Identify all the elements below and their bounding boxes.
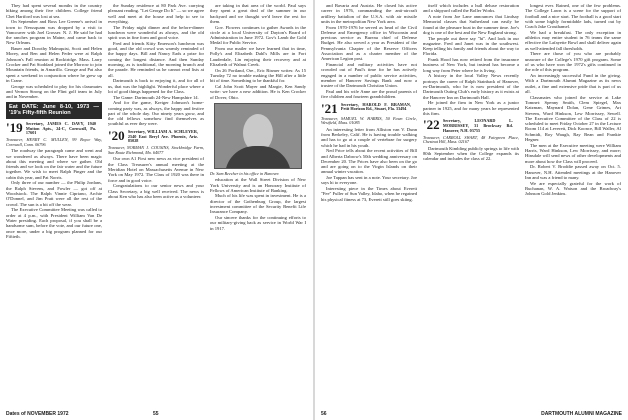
paragraph: There are those of you who are probably unaware of the College's 1970 gift program. Some of us who have won the 1972's gifts continued in the role of this program.	[525, 51, 621, 73]
portrait-shoulders	[225, 146, 291, 169]
paragraph: Frank Hood has now retired from the insurance business of New York, but instead has become a long way from Peter where he is living.	[423, 57, 519, 73]
class-heading-20	[108, 127, 204, 144]
paragraph: An increasingly successful Fund in the giving. With a Dartmouth Alumni Magazine as its news outlet, a fine and extensive pride that is part of us all.	[525, 73, 621, 94]
class-number: '21	[321, 100, 338, 116]
paragraph: longest ever. Rained, one of the few problems. The College Lawn is a scene for the support of football and a nice start. The football is a good start with some highly formidable lads, turned out by Coach Jake Crouthamel.	[525, 3, 621, 30]
paragraph: The men at the Executive meeting were William Harris, Ward Hinkson, Lew Morrissey, and more; Hinsdale will send news of other developments and more about how the Class will proceed.	[525, 142, 621, 164]
paragraph: Dartmouth is back to enjoying it, and for all of us, that was the highlight. Wonderful place where a lot of good things happened for the Class.	[108, 78, 204, 94]
right-column-3	[525, 3, 621, 196]
paragraph: the Sunday residence at 80 Park Ave. carrying pleasant reading. "Let George Do It" — so we agree well and meet at the house and help to see to everything.	[108, 3, 204, 24]
class-number: '22	[423, 117, 440, 133]
paragraph: Cal John Scott Mayer and Margie, Ken Sandy write: we have a new addition. He is Ken Crocker of Dover, Ohio.	[210, 84, 306, 100]
paragraph: Paul and his wife Anne are the proud parents of five children and fourteen grandchildren.	[321, 88, 417, 100]
class-number: '19	[6, 119, 23, 135]
paragraph: Only three of our number — the Philip Jordans, the Ralph Stevens, and Fowler — got off at Woodstock. The Ralph Vinnie Cipriano, Archie O'Donnel, and Jim Pratt were all the rest of the crowd. The sun is a bit off the wear.	[6, 180, 102, 207]
paragraph: A history in the local Valley News recently portrays the career of Ralph Stainback of Hanover, ex-Dartmouth, who he is now president of the Dartmouth Outing Club's early history as it exists at the Hanover Inn on Dartmouth Hall.	[423, 73, 519, 100]
left-column-2	[108, 3, 204, 199]
issue-date: Dates of NOVEMBER 1972	[6, 411, 69, 417]
paragraph: On 26 Portland, Ore., Eric Rismer writes: As 15 Tursday 72 no trouble making the Hill after a little bit of time. Something to be thankful for.	[210, 67, 306, 84]
paragraph: Congratulations to our senior news and your Class Secretary, a big well received. The news is about Ken who has also been active as a volunteer.	[108, 183, 204, 199]
left-column-3	[210, 3, 306, 231]
left-page	[0, 0, 313, 420]
paragraph: From 1970-1976 he served as head of the Civil Defense and Emergency office in Wisconsin and previous service as Bureau chief of Defense Budget. He also served a year as President of the Pennsylvania Chapter of the Reserve Officers Association and as a charter member of the American Legion post.	[321, 24, 417, 62]
page-number: 56	[321, 411, 327, 417]
paragraph: And for the game, Kreiger Johnson's home-coming party was, as always, the happy and festive part of the whole day. Our ninety years grow, and the old fellows somehow find themselves as youthful as ever they were.	[108, 100, 204, 127]
paragraph: He joined the firm in New York as a junior partner in 1925, and for many years he represented this firm.	[423, 100, 519, 116]
class-treasurer: Treasurer, NORMAN J. COUSINS, Stockbridge Farm, Sun Route Richmond, Mo. 64077	[108, 145, 204, 156]
class-secretary: Secretary, JAMES C. DAVY, 1940 Mutton Apts., 24-C, Cornwall, Pa. 17601	[25, 120, 96, 136]
paragraph: On September and Ross Lee Greene's arrival in town to Nesssquam was dropped by a visit to Vancouver with Joel Grosser. N. J. He said he had the ranches program in Maine, and came back to New Orleans.	[6, 19, 102, 46]
paragraph: Ned Price tells about the recent activities of Bill and Alberta Dabrow's 50th wedding anniversary on December 20. The Prices have also been on the go and are going on to the Virgin Islands on their annual winter vacation.	[321, 148, 417, 175]
paragraph: An interesting letter from Alliston van V. Dunn from Berkeley, Calif. He is having trouble walking and has to go at a couple of vertebrae for surgery which he had in his youth.	[321, 126, 417, 148]
paragraph: Fred and friends Kitty Emerson's luncheon was good, and the old crowd was warmly reminded of the happy days. Bill and Nancy Eads a prize for coming the longest distance. And then Sunday morning, as is traditional, the morning brunch and the parade. He reminded us he cannot read lists at all.	[108, 40, 204, 78]
class-secretary: Secretary, LEONARD L. MORRISSEY, 31 Brockway Rd. Hanover, N.H. 03755	[442, 118, 513, 133]
paragraph: Financial and military activities have not crowded out of Paul's time for he has actively engaged in a number of public service activities, member of Hanover Savings Bank and now a trustee of the Dartmouth Christian Union.	[321, 62, 417, 89]
portrait-photo	[214, 103, 302, 169]
paragraph: A note from Joe Lane announces that Lindsay Memorial classes that Sutherland can easily be found at the pleasure boat in the summer time. Joe's dog is one of the best and the New England strong.	[423, 13, 519, 35]
paragraph: The Friday night dinner and the before-dinner luncheon were wonderful as always, and the old spirit was in fine form and good voice.	[108, 24, 204, 41]
class-secretary: Secretary, WILLIAM A. SCHLEYER, 2540 East Beryl Ave. Phoenix, Ariz. 85028	[127, 128, 198, 144]
paragraph: Interesting piece in the Times about Everett "Fee" Fuller of Sun Valley, Idaho, when he regained his physical fitness at 73, Everett still goes skiing.	[321, 186, 417, 202]
class-secretary: Secretary, HAROLD F. BRAMAN, Petit Horizon Rd., Stuart, Fla. 33494	[340, 101, 411, 112]
paragraph: The Executive Committee Meeting was called to order at 4 p.m., with President William Van De Water presiding. Each proposal, if you shall be a handsome sum, before the vote, and our future one, once more, under a big program planned for our Fiftieth.	[6, 207, 102, 239]
paragraph: education at the Wall Street Division of New York University and is an Honorary Institute of Fellows of American Institute of Banking.	[210, 177, 306, 193]
photo-caption: Dr. Sam Beecher in his office in Hanover.	[210, 170, 280, 176]
class-treasurer: Treasurer, HENRY C. MULLEN, 99 Boyce Way, Cornwall, Conn. 06796	[6, 137, 102, 147]
paragraph: They had spent several months in the country hiking among their five children. College friend Chet Hartford was lost at sea.	[6, 3, 102, 19]
paragraph: From our mailer we have learned that in time, Polly's and Elizabeth Dahl's Mills are in Fort Lauderdale, Lin enjoying their recovery and at Elizabeth of Walnut Creek.	[210, 46, 306, 68]
paragraph: Much of his life was spent in investment. He is a director of the Gothenburg Group, the largest investment committee of the Security Benefit Life Insurance Company.	[210, 193, 306, 215]
magazine-name: DARTMOUTH ALUMNI MAGAZINE	[541, 411, 622, 417]
paragraph: Bauer and Dorothy Malmquist, Scott and Helen Morey, and Ben and Helen Feder were at Ralph Johnson's Fall reunion at Rocktridge. Mass. Larry Crocker and Pat Stoddard joined the Morrow to join Mountain friends, in Amarillo. George and Pat also spent a weekend in conjunction where he grew up in Crane.	[6, 46, 102, 83]
class-treasurer: Treasurer, SAMUEL W. HARRIS, 50 Fawn Circle, Westfield, Mass. 01085	[321, 115, 417, 126]
left-column-1	[6, 3, 102, 239]
paragraph: The Game: Dartmouth 24-New Hampshire 14.	[113, 94, 199, 100]
paragraph: are taking in that area of the world. Paul says they spent a great deal of the summer in our backyard and we thought we'd leave the rest for them.	[210, 3, 306, 24]
paragraph: We are especially grateful for the work of Buchanan, W. A. Watson and the Broadway's Johnson Gold Jenkins.	[525, 180, 621, 197]
paragraph: Dr. Robert V. Broddie passed away on Oct. 5. Hanover, N.H. Attended meetings at the Hanover Inn and was a friend to many.	[525, 164, 621, 180]
paragraph: Dartmouth Kimbling publicly springs to life with 80th September when the College expands its calendar and includes the class of 22.	[423, 145, 519, 162]
paragraph: We had a breakfast. The only exception in athletics may entire student in 76 teams the same effective the Lafayette Bowl and shall deliver again as well-attended fall thresholds.	[525, 29, 621, 51]
paragraph: itself which includes a hull deluxe restoration and a shipyard called the Boller Works.	[423, 3, 519, 14]
paragraph: Gov. Flowers continues to gather Awards in the circle at a local University of Dayton's Board of Administration in June 1972. Gov's Lamb the Gold Medal for Public Service.	[210, 24, 306, 46]
paragraph: Our own A1 First new news as vice president of the Class Treasurer's annual meeting at the Meridian Hotel on Massachusetts Avenue in New York on May 1972. The Class of 1920 was there in force and in good voice.	[108, 156, 204, 183]
paragraph: The roadway the paragraph came and went and we wondered as always. There have been magic about this meeting and where we gather. Old friends and we look on the fair water and the future together. We wish to meet Ralph Pinger and the cabin this year, and Pat Norris.	[6, 148, 102, 180]
paragraph: The people out there say "hi". And look in our magazine. Fred and Janet was in the southwest. Keep telling his family and friends about the way to Florida.	[423, 35, 519, 57]
right-column-1	[321, 3, 417, 202]
paragraph: Our sincere thanks for the continuing efforts to our military-giving back as service in World War I in 1917.	[210, 215, 306, 231]
class-number: '20	[108, 127, 125, 143]
class-heading-19	[6, 119, 102, 136]
paragraph: and Bavaria and Austria. He closed his active career in 1976, commanding the anti-aircraft artillery battalion of the U.S.A. with air missile units in the metropolitan New York area.	[321, 3, 417, 24]
right-page	[315, 0, 628, 420]
class-heading-22	[423, 119, 519, 133]
page-number: 55	[153, 411, 159, 417]
paragraph: Joe Tappan has sent in a note. Your secretary. Joe says hi to everyone.	[321, 175, 417, 186]
reunion-banner: Eat DATE: June 8-10, 1973 — '19's Fifty-fifth Reunion	[6, 102, 102, 119]
class-treasurer: Treasurer, CARROLL SWART, 48 Fairgreen Place, Chestnut Hill, Mass. 02167	[423, 134, 519, 145]
class-heading-21	[321, 100, 417, 116]
right-column-2	[423, 3, 519, 162]
paragraph: Classmates who joined the service at Lake Tomnet: Spenny Smith, Clem Spiegel, Max Katzman, Maynard Dolan, Gene Grimes, Art Stevens, Ward Hinkson, Lew Morrissey, Sewell. The Executive Committee of the Class of 22 is scheduled to meet Friday October 27 in the Lecture Room 114 at Leverett, Dick Koonce, Bill Waller, Al Schmidt, Roy Waugh, Ray Bean and Frankie Hegner.	[525, 94, 621, 142]
paragraph: George was scheduled to play for his classmates and Vernon Strong on the Flint golf team in July and in November.	[6, 83, 102, 100]
